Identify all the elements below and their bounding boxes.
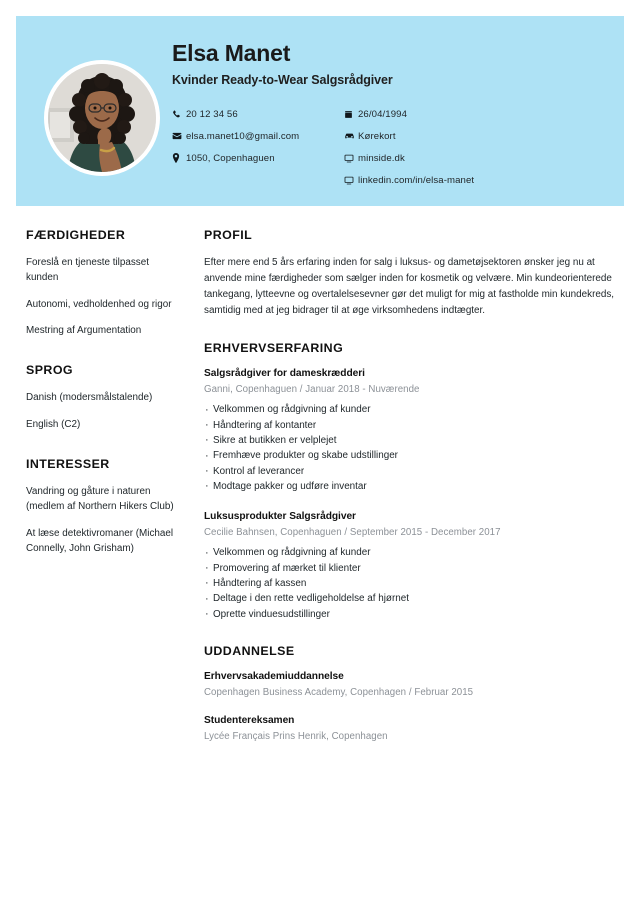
contact-driving-license-text: Kørekort — [358, 130, 396, 142]
experience-entry — [204, 511, 616, 622]
list-item: Foreslå en tjeneste tilpasset kunden — [26, 257, 149, 284]
experience-meta: Cecilie Bahnsen, Copenhaguen / September 2015 - December 2017 — [204, 527, 501, 539]
section-heading-experience: ERHVERVSERFARING — [204, 341, 344, 356]
contact-linkedin[interactable] — [344, 169, 574, 191]
contact-email[interactable] — [172, 125, 344, 147]
list-item: · Velkommen og rådgivning af kunder — [204, 402, 616, 417]
list-item: · Sikre at butikken er velplejet — [204, 433, 616, 448]
section-interests — [26, 457, 182, 556]
phone-icon — [172, 110, 186, 119]
sidebar — [0, 206, 196, 764]
email-icon — [172, 131, 186, 141]
monitor-icon — [344, 154, 358, 163]
resume-header — [16, 16, 624, 206]
section-languages — [26, 363, 182, 432]
education-meta: Copenhagen Business Academy, Copenhagen / Februar 2015 — [204, 686, 474, 698]
contact-birthdate-text: 26/04/1994 — [358, 108, 408, 120]
list-item: English (C2) — [26, 418, 81, 430]
section-skills — [26, 228, 182, 338]
experience-title: Luksusprodukter Salgsrådgiver — [204, 511, 356, 523]
education-title: Erhvervsakademiuddannelse — [204, 670, 344, 682]
contact-column-left — [172, 103, 344, 191]
list-item: · Promovering af mærket til klienter — [204, 561, 616, 576]
contact-address[interactable] — [172, 147, 344, 169]
list-item: Vandring og gåture i naturen (medlem af Northern Hikers Club) — [26, 486, 174, 513]
section-education — [204, 644, 616, 742]
section-heading-education: UDDANNELSE — [204, 643, 295, 658]
list-item: · Oprette vinduesudstillinger — [204, 607, 616, 622]
monitor-icon — [344, 176, 358, 185]
experience-meta: Ganni, Copenhaguen / Januar 2018 - Nuværende — [204, 384, 420, 396]
contact-website[interactable] — [344, 147, 574, 169]
car-icon — [344, 132, 358, 140]
list-item: · Modtage pakker og udføre inventar — [204, 479, 616, 494]
section-heading-skills: FÆRDIGHEDER — [26, 228, 126, 242]
section-heading-interests: INTERESSER — [26, 457, 110, 472]
list-item: Mestring af Argumentation — [26, 325, 142, 337]
list-item: · Deltage i den rette vedligeholdelse af hjørnet — [204, 591, 616, 606]
section-experience — [204, 341, 616, 622]
job-title: Kvinder Ready-to-Wear Salgsrådgiver — [172, 73, 393, 88]
contact-column-right — [344, 103, 574, 191]
list-item: · Håndtering af kassen — [204, 576, 616, 591]
contact-details — [172, 103, 608, 191]
education-entry — [204, 671, 616, 698]
profile-text: Efter mere end 5 års erfaring inden for salg i luksus- og dametøjsektoren ønsker jeg nu at anvende mine færdigheder som sælger inden for kosmetik og velvære. Min kundeorienterede tankegang, lytteevne og overtalelsesevner gør det muligt for mig at fastholde min kundekreds, samtidig med at jeg bidrager til at øge virksomhedens indtægter. — [204, 257, 615, 317]
contact-email-text: elsa.manet10@gmail.com — [186, 130, 300, 142]
list-item: At læse detektivromaner (Michael Connelly, John Grisham) — [26, 527, 174, 555]
education-meta: Lycée Français Prins Henrik, Copenhagen — [204, 730, 388, 742]
list-item: · Kontrol af leverancer — [204, 464, 616, 479]
list-item: Danish (modersmålstalende) — [26, 392, 153, 404]
section-heading-languages: SPROG — [26, 363, 74, 378]
experience-bullets — [204, 402, 616, 494]
portrait-illustration-icon — [48, 64, 156, 172]
list-item: · Fremhæve produkter og skabe udstillinger — [204, 448, 616, 463]
main-column — [196, 206, 640, 764]
experience-entry — [204, 368, 616, 494]
education-title: Studentereksamen — [204, 714, 295, 726]
list-item: · Velkommen og rådgivning af kunder — [204, 545, 616, 560]
contact-phone-text: 20 12 34 56 — [186, 108, 238, 120]
contact-birthdate — [344, 103, 574, 125]
avatar-photo — [48, 64, 156, 172]
list-item: · Håndtering af kontanter — [204, 418, 616, 433]
calendar-icon — [344, 110, 358, 119]
contact-linkedin-text: linkedin.com/in/elsa-manet — [358, 174, 475, 186]
section-profile — [204, 228, 616, 319]
experience-title: Salgsrådgiver for dameskrædderi — [204, 368, 365, 380]
contact-website-text: minside.dk — [358, 152, 405, 164]
section-heading-profile: PROFIL — [204, 228, 253, 242]
header-text-block — [172, 40, 608, 191]
contact-address-text: 1050, Copenhaguen — [186, 152, 275, 164]
list-item: Autonomi, vedholdenhed og rigor — [26, 298, 172, 310]
contact-driving-license — [344, 125, 574, 147]
experience-bullets — [204, 545, 616, 622]
avatar — [44, 60, 160, 176]
education-entry — [204, 715, 616, 742]
resume-body — [0, 206, 640, 764]
location-pin-icon — [172, 153, 186, 163]
contact-phone[interactable] — [172, 103, 344, 125]
page-title: Elsa Manet — [172, 40, 291, 66]
